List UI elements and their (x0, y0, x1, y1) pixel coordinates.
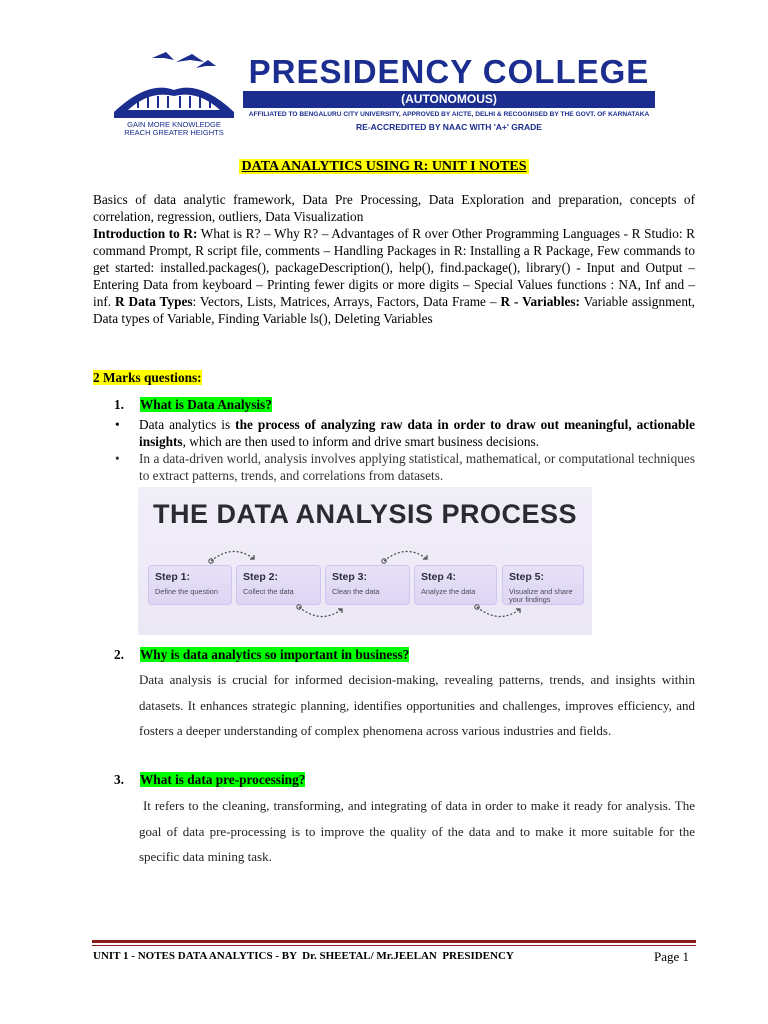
list-item: • In a data-driven world, analysis involves applying statistical, mathematical, or computational techniques to extract patterns, trends, and correlations from datasets. (115, 451, 695, 483)
question-1-bullets (112, 416, 695, 484)
process-step-5: Step 5: Visualize and share your findings (502, 565, 584, 605)
footer-rule (92, 940, 696, 943)
process-step-4: Step 4: Analyze the data (414, 565, 497, 605)
flow-arrow-icon (474, 603, 524, 623)
question-number: 3. (114, 772, 124, 787)
intro-text: What is R? – Why R? – Advantages of R over Other Programming Languages - R Studio: R command Prompt, R script file, comments – Handling Packages in R: Installing a R Package, Few commands to get started: installed.packages(), packageDescription(), help(), find.package(), library() - Input and Output – Entering Data from keyboard – Printing fewer digits or more digits – Special Values functions : NA, Inf and –inf. (93, 226, 696, 309)
svg-text:GAIN MORE KNOWLEDGE: GAIN MORE KNOWLEDGE (127, 120, 221, 129)
college-name: PRESIDENCY COLLEGE (248, 53, 650, 90)
question-number: 1. (114, 397, 124, 412)
flow-arrow-icon (381, 545, 431, 565)
process-step-1: Step 1: Define the question (148, 565, 232, 605)
answer-2: Data analysis is crucial for informed decision-making, revealing patterns, trends, and insights within datasets. It enhances strategic planning, identifies opportunities and challenges, improves efficiency, and fosters a deeper understanding of complex phenomena across various industries and fields. (139, 672, 695, 738)
flow-arrow-icon (208, 545, 258, 565)
process-step-3: Step 3: Clean the data (325, 565, 410, 605)
logo-emblem-icon (108, 50, 240, 136)
data-analysis-process-figure (138, 487, 592, 635)
process-step-2: Step 2: Collect the data (236, 565, 321, 605)
affiliation-text: AFFILIATED TO BENGALURU CITY UNIVERSITY, APPROVED BY AICTE, DELHI & RECOGNISED BY THE GOVT. OF KARNATAKA (248, 111, 650, 118)
marks-heading: 2 Marks questions: (93, 370, 202, 385)
process-title: THE DATA ANALYSIS PROCESS (152, 499, 578, 529)
syllabus-basics: Basics of data analytic framework, Data Pre Processing, Data Exploration and preparation, concepts of correlation, regression, outliers, Data Visualization (93, 192, 695, 224)
vars-text: Variable assignment, Data types of Variable, Finding Variable ls(), Deleting Variables (93, 294, 695, 326)
vars-label: R - Variables: (500, 294, 580, 309)
footer-rule-thin (92, 945, 696, 946)
college-logo (108, 50, 240, 136)
question-text: Why is data analytics so important in business? (140, 647, 410, 662)
question-2 (114, 647, 409, 663)
question-text: What is Data Analysis? (140, 397, 272, 412)
bullet-icon: • (115, 417, 120, 432)
types-text: : Vectors, Lists, Matrices, Arrays, Factors, Data Frame – (192, 294, 501, 309)
question-3 (114, 772, 305, 788)
bullet-icon: • (115, 451, 120, 466)
accreditation-text: RE-ACCREDITED BY NAAC WITH 'A+' GRADE (356, 122, 542, 132)
document-title: DATA ANALYTICS USING R: UNIT I NOTES (241, 159, 527, 174)
question-number: 2. (114, 647, 124, 662)
types-label: R Data Types (115, 294, 193, 309)
question-1 (114, 397, 272, 413)
answer-3: It refers to the cleaning, transforming, and integrating of data in order to make it ready for analysis. The goal of data pre-processing is to improve the quality of the data and to make it more suitable for the specific data mining task. (139, 798, 699, 864)
intro-label: Introduction to R: (93, 226, 198, 241)
page-number: Page 1 (654, 949, 690, 964)
footer-text: UNIT 1 - NOTES DATA ANALYTICS - BY Dr. SHEETAL/ Mr.JEELAN PRESIDENCY (93, 950, 514, 962)
flow-arrow-icon (296, 603, 346, 623)
list-item: • Data analytics is the process of analyzing raw data in order to draw out meaningful, actionable insights, which are then used to inform and drive smart business decisions. (115, 417, 696, 449)
svg-text:REACH GREATER HEIGHTS: REACH GREATER HEIGHTS (124, 128, 224, 136)
syllabus-block (93, 191, 695, 327)
autonomous-band: (AUTONOMOUS) (243, 91, 655, 108)
question-text: What is data pre-processing? (140, 772, 306, 787)
